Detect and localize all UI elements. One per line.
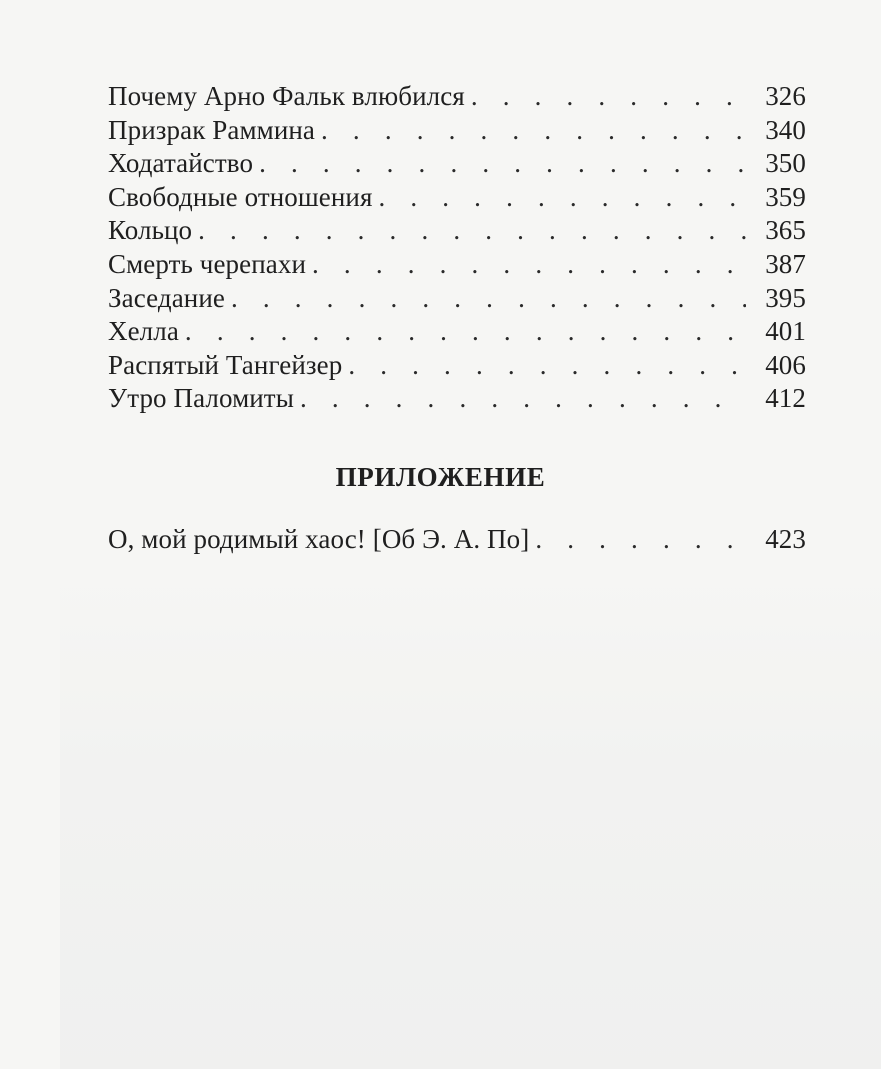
toc-entry xyxy=(108,80,806,114)
dot-leader xyxy=(321,114,746,148)
toc-entry xyxy=(108,147,806,181)
toc-entry xyxy=(108,382,806,416)
toc-entry-page: 406 xyxy=(765,349,806,380)
dot-leader xyxy=(185,315,746,349)
toc-entry-page: 387 xyxy=(765,248,806,279)
dot-leader xyxy=(231,282,746,316)
appendix-list xyxy=(108,523,806,557)
dot-leader xyxy=(198,214,746,248)
toc-entry xyxy=(108,282,806,316)
toc-entry xyxy=(108,349,806,383)
toc-entry-page: 359 xyxy=(765,181,806,212)
toc-entry-title: Хелла xyxy=(108,316,179,347)
toc-entry xyxy=(108,248,806,282)
toc-entry-page: 401 xyxy=(765,316,806,347)
dot-leader xyxy=(300,382,746,416)
toc-entry-title: Призрак Раммина xyxy=(108,114,316,145)
dot-leader xyxy=(378,181,746,215)
dot-leader xyxy=(312,248,746,282)
toc-entry-page: 423 xyxy=(765,524,806,554)
toc-entry-title: Заседание xyxy=(108,282,225,313)
toc-entry xyxy=(108,114,806,148)
toc-entry-page: 365 xyxy=(765,215,806,246)
dot-leader xyxy=(535,523,746,557)
toc-entry-page: 412 xyxy=(765,383,806,414)
dot-leader xyxy=(348,349,746,383)
table-of-contents xyxy=(108,80,806,416)
toc-entry-title: Кольцо xyxy=(108,215,193,246)
appendix-heading: ПРИЛОЖЕНИЕ xyxy=(335,462,546,492)
toc-entry-title: Ходатайство xyxy=(108,148,254,179)
toc-entry-title: Свободные отношения xyxy=(108,181,373,212)
toc-entry-page: 326 xyxy=(765,81,806,111)
toc-entry-title: Почему Арно Фальк влюбился xyxy=(108,81,465,111)
toc-entry-title: Смерть черепахи xyxy=(108,248,307,279)
toc-entry-page: 340 xyxy=(765,114,806,145)
toc-entry xyxy=(108,181,806,215)
toc-entry-page: 395 xyxy=(765,282,806,313)
toc-entry-title: Утро Паломиты xyxy=(108,383,294,414)
toc-entry xyxy=(108,523,806,557)
dot-leader xyxy=(259,147,746,181)
toc-entry xyxy=(108,214,806,248)
dot-leader xyxy=(471,80,746,114)
toc-entry-title: О, мой родимый хаос! [Об Э. А. По] xyxy=(108,524,530,554)
toc-entry xyxy=(108,315,806,349)
toc-entry-title: Распятый Тангейзер xyxy=(108,349,343,380)
show-through-shade xyxy=(60,560,881,1069)
toc-entry-page: 350 xyxy=(765,148,806,179)
